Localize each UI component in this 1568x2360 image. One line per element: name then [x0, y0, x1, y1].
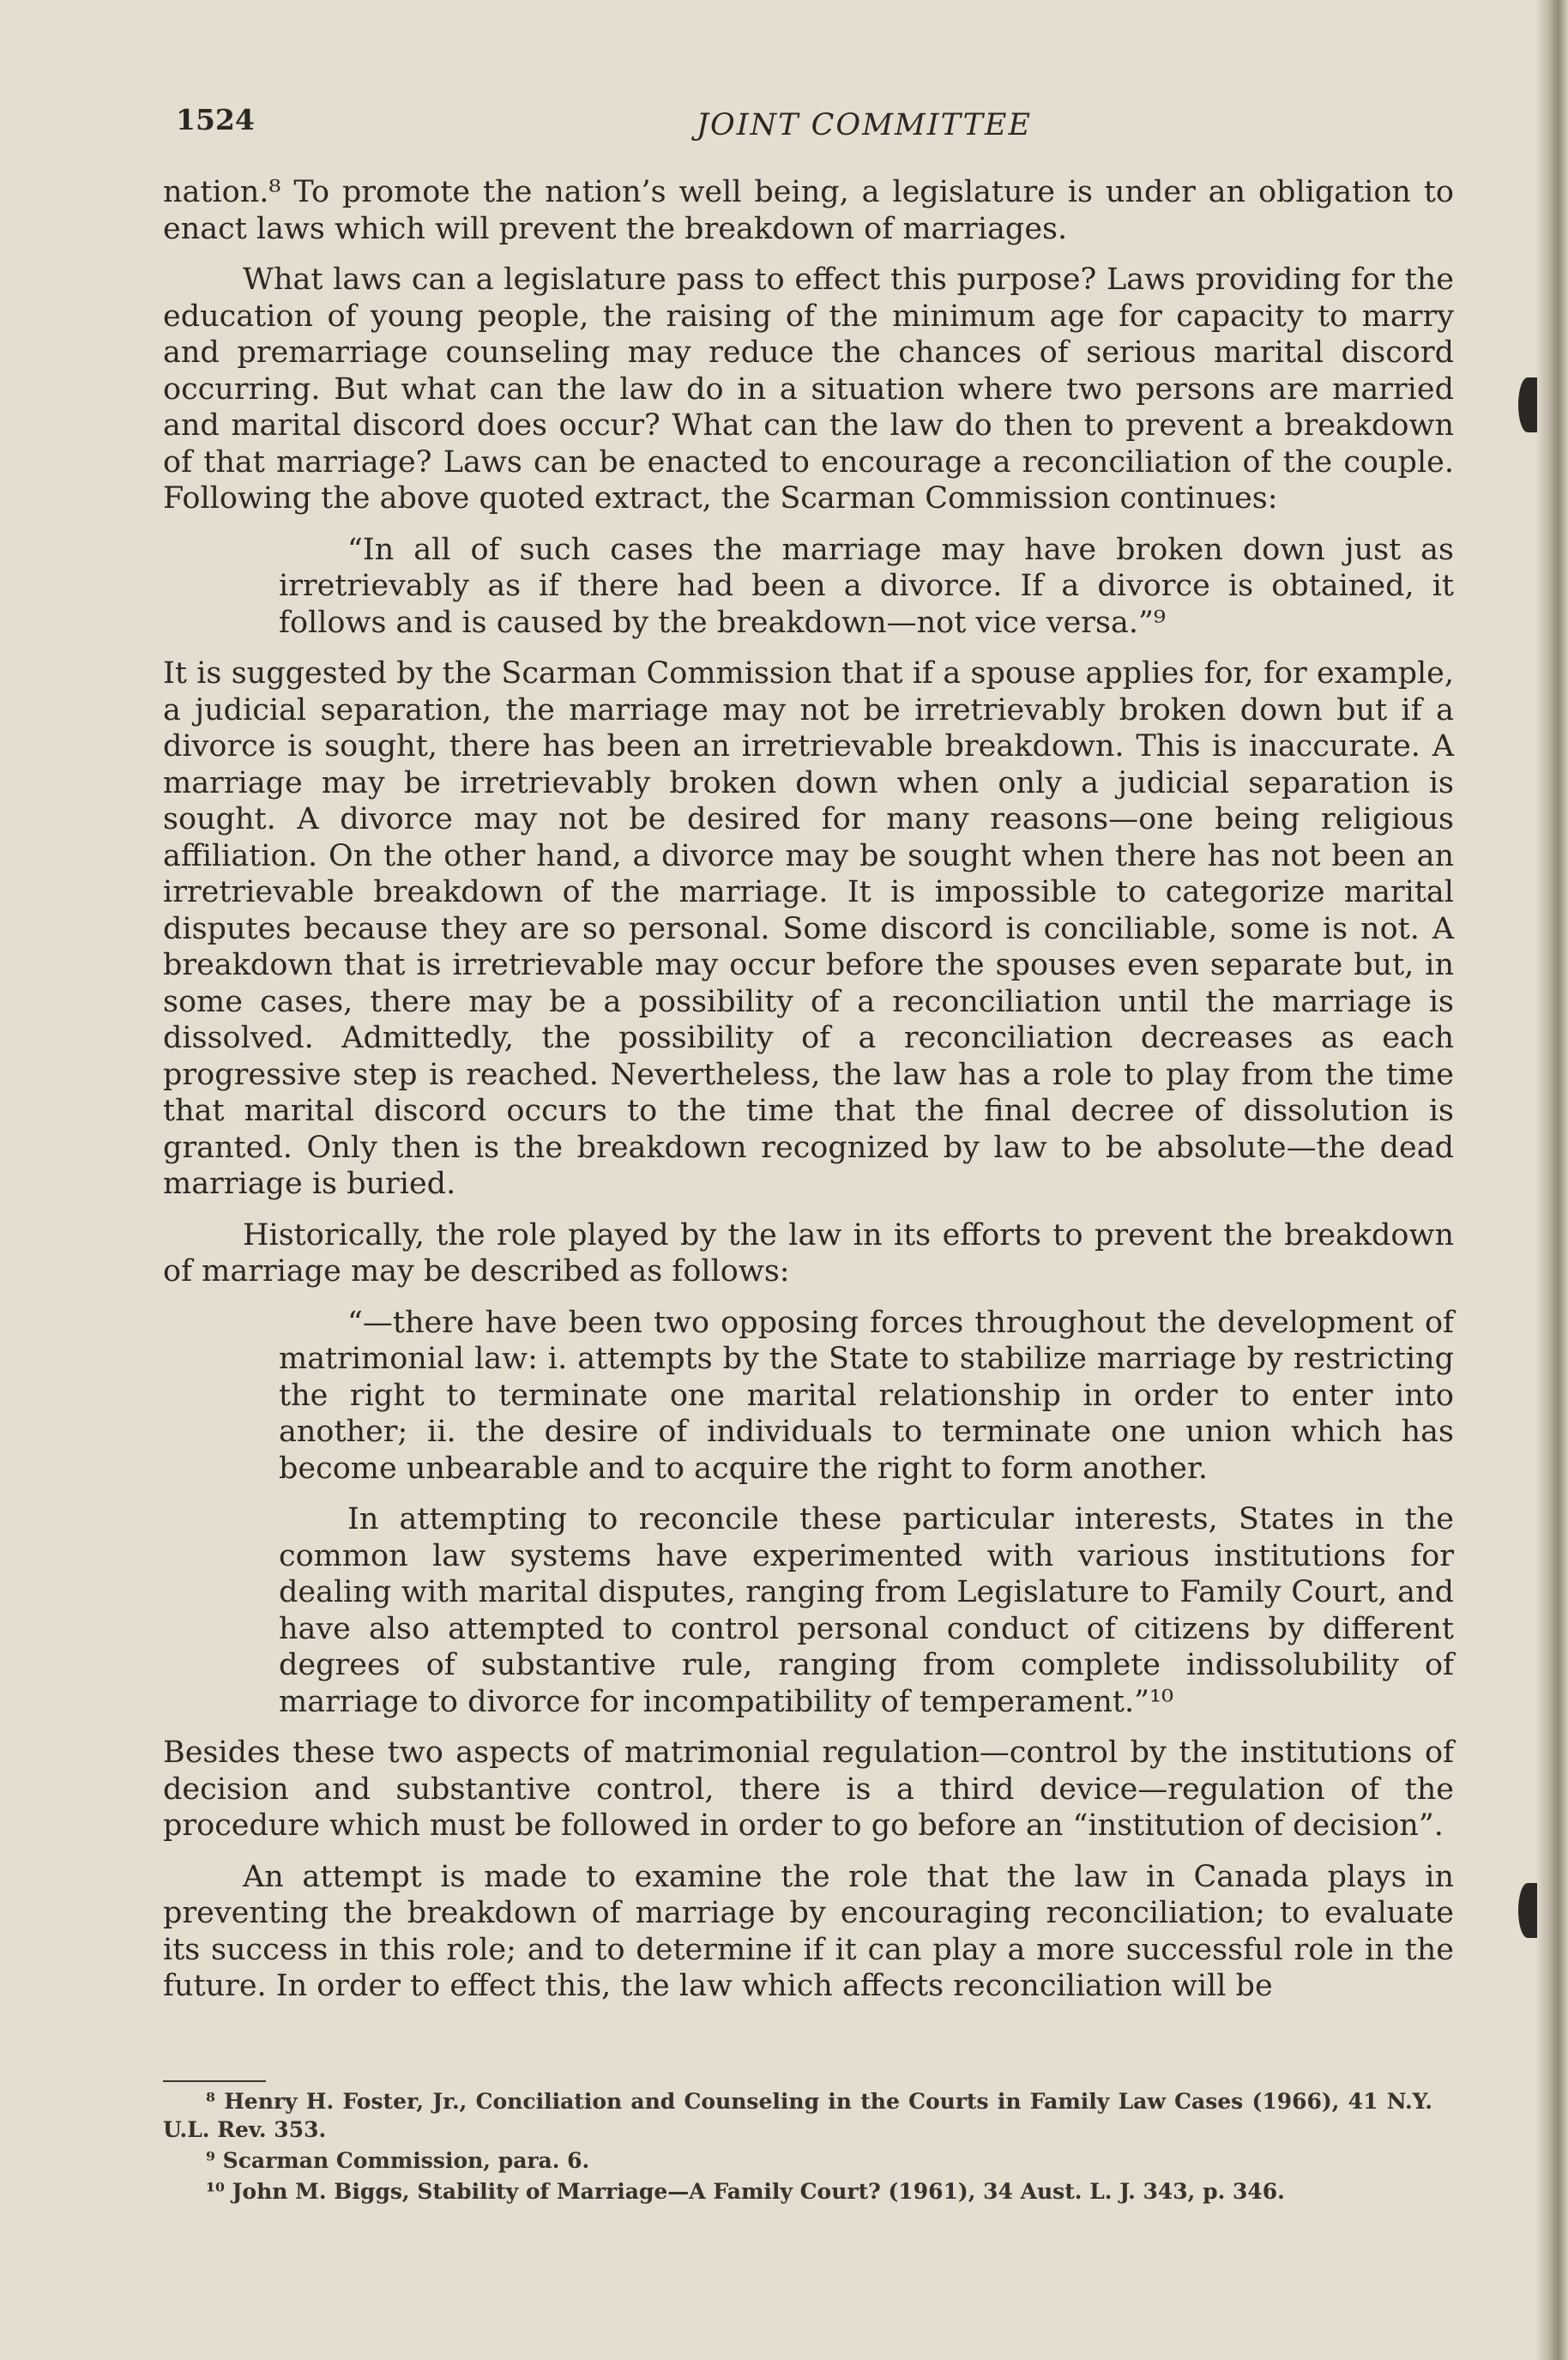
- paragraph-continuation: nation.⁸ To promote the nation’s well being, a legislature is under an obligation to enact laws which will prevent the breakdown of marriages.: [163, 175, 1454, 246]
- paragraph: What laws can a legislature pass to effect this purpose? Laws providing for the education of young people, the raising of the minimum age for capacity to marry and premarriage counseling may reduce the chances of serious marital discord occurring. But what can the law do in a situation where two persons are married and marital discord does occur? What can the law do then to prevent a breakdown of that marriage? Laws can be enacted to encourage a reconciliation of the couple. Following the above quoted extract, the Scarman Commission continues:: [163, 263, 1454, 516]
- block-quote: In attempting to reconcile these particular interests, States in the common law systems have experimented with various institutions for dealing with marital disputes, ranging from Legislature to Family Court, and have also attempted to control personal conduct of citizens by different degrees of substantive rule, ranging from complete indissolubility of marriage to divorce for incompatibility of temperament.”¹⁰: [279, 1502, 1454, 1719]
- body-text: [163, 174, 1454, 2019]
- binding-clip: [1518, 1883, 1537, 1938]
- footnote: ¹⁰ John M. Biggs, Stability of Marriage—A Family Court? (1961), 34 Aust. L. J. 343, p. 346.: [206, 2179, 1285, 2204]
- book-gutter: [1535, 0, 1568, 2360]
- page-number: 1524: [176, 103, 255, 136]
- binding-clip: [1518, 377, 1537, 432]
- block-quote: “In all of such cases the marriage may have broken down just as irretrievably as if there had been a divorce. If a divorce is obtained, it follows and is caused by the breakdown—not vice versa.”⁹: [279, 532, 1454, 640]
- paragraph: Historically, the role played by the law in its efforts to prevent the breakdown of marriage may be described as follows:: [163, 1217, 1454, 1289]
- footnotes: [163, 2080, 1432, 2208]
- footnote: ⁹ Scarman Commission, para. 6.: [206, 2148, 590, 2173]
- block-quote: “—there have been two opposing forces throughout the development of matrimonial law: i. attempts by the State to stabilize marriage by restricting the right to terminate one marital relationship in order to enter into another; ii. the desire of individuals to terminate one union which has become unbearable and to acquire the right to form another.: [279, 1305, 1454, 1486]
- page-header: [176, 103, 1458, 146]
- running-title: JOINT COMMITTEE: [696, 108, 1033, 142]
- footnote-rule: [163, 2080, 266, 2082]
- paragraph: It is suggested by the Scarman Commission that if a spouse applies for, for example, a judicial separation, the marriage may not be irretrievably broken down but if a divorce is sought, there has been an irretrievable breakdown. This is inaccurate. A marriage may be irretrievably broken down when only a judicial separation is sought. A divorce may not be desired for many reasons—one being religious affiliation. On the other hand, a divorce may be sought when there has not been an irretrievable breakdown of the marriage. It is impossible to categorize marital disputes because they are so personal. Some discord is conciliable, some is not. A breakdown that is irretrievable may occur before the spouses even separate but, in some cases, there may be a possibility of a reconciliation until the marriage is dissolved. Admittedly, the possibility of a reconciliation decreases as each progressive step is reached. Nevertheless, the law has a role to play from the time that marital discord occurs to the time that the final decree of dissolution is granted. Only then is the breakdown recognized by law to be absolute—the dead marriage is buried.: [163, 656, 1454, 1201]
- paragraph: An attempt is made to examine the role that the law in Canada plays in preventing the breakdown of marriage by encouraging reconciliation; to evaluate its success in this role; and to determine if it can play a more successful role in the future. In order to effect this, the law which affects reconciliation will be: [163, 1859, 1454, 2003]
- paragraph: Besides these two aspects of matrimonial regulation—control by the institutions of decision and substantive control, there is a third device—regulation of the procedure which must be followed in order to go before an “institution of decision”.: [163, 1735, 1454, 1843]
- footnote: ⁸ Henry H. Foster, Jr., Conciliation and Counseling in the Courts in Family Law Cases (1966), 41 N.Y. U.L. Rev. 353.: [163, 2089, 1432, 2142]
